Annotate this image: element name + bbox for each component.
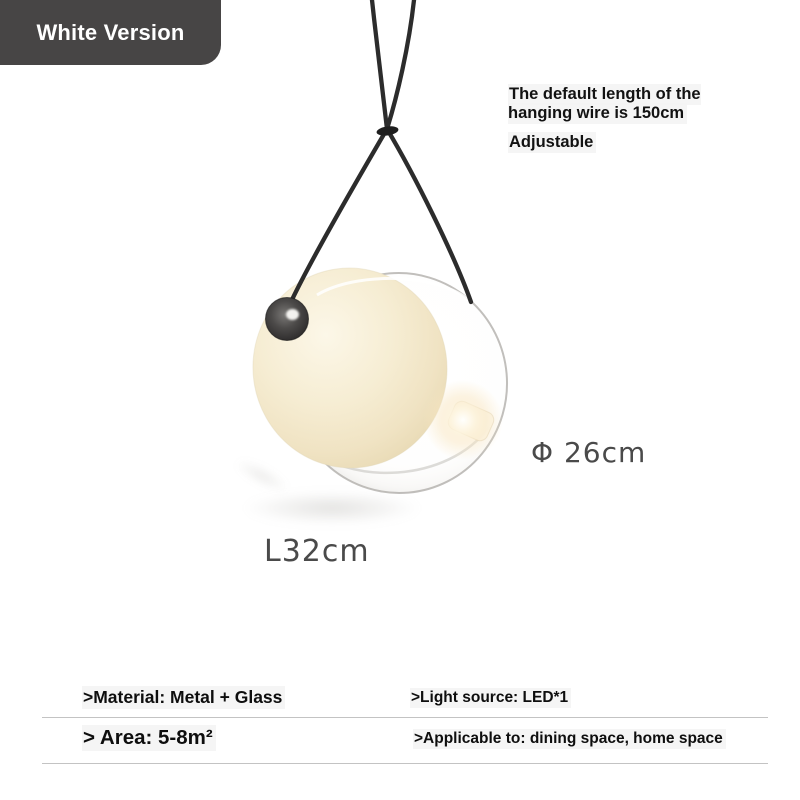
spec-divider-bottom xyxy=(42,763,768,764)
spec-material xyxy=(82,687,285,708)
spec-light-source xyxy=(410,689,571,707)
spec-applicable xyxy=(413,730,726,748)
spec-material-text: >Material: Metal + Glass xyxy=(82,686,285,709)
metal-cap-disc xyxy=(266,298,309,341)
lamp-shadow xyxy=(244,491,420,525)
spec-area-text: > Area: 5-8m² xyxy=(82,725,216,751)
disc-highlight xyxy=(286,309,299,320)
spec-area xyxy=(82,726,216,750)
length-label: L32cm xyxy=(264,534,370,569)
lamp-shadow-small xyxy=(231,454,292,498)
version-badge xyxy=(0,0,221,65)
adjustable-note xyxy=(508,133,596,152)
spec-applicable-text: >Applicable to: dining space, home space xyxy=(413,729,726,749)
hanging-wires xyxy=(290,0,471,304)
diameter-label: Φ 26cm xyxy=(531,436,647,469)
wire-upper-left xyxy=(372,0,387,129)
spec-light-source-text: >Light source: LED*1 xyxy=(410,688,571,708)
wire-length-note-text: The default length of the hanging wire is 150cm xyxy=(508,85,701,123)
wire-upper-right xyxy=(387,0,414,129)
led-glow xyxy=(423,380,503,460)
spec-divider-top xyxy=(42,717,768,718)
version-badge-label: White Version xyxy=(36,19,185,45)
adjustable-note-text: Adjustable xyxy=(508,132,596,153)
wire-clamp xyxy=(376,125,399,137)
wire-length-note xyxy=(508,85,728,124)
